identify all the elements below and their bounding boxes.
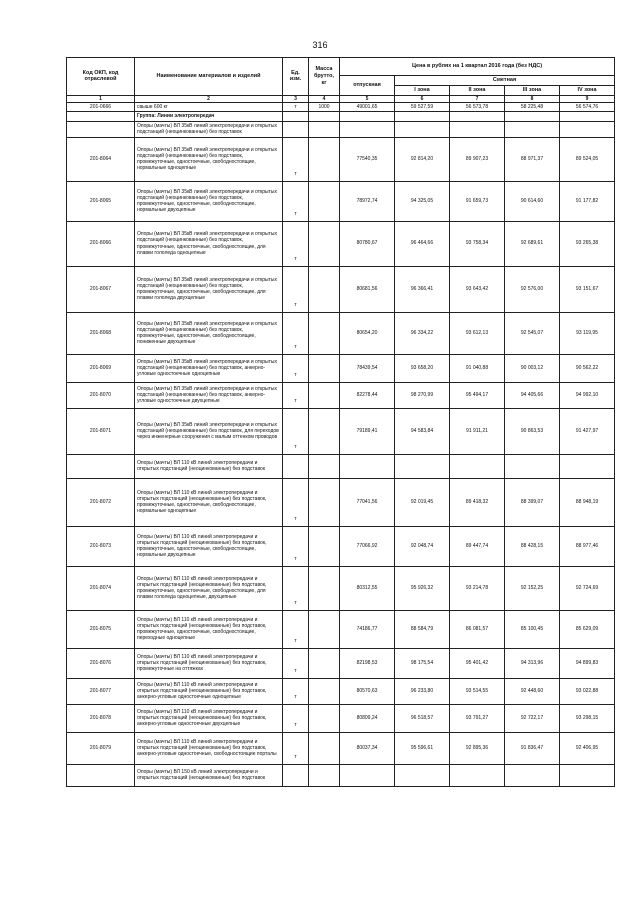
row-price-zone-1: 88 584,79 <box>395 610 450 648</box>
column-index-row <box>67 95 615 102</box>
group-title-row <box>67 112 615 121</box>
row-mass <box>309 648 340 678</box>
row-price-otpusknaya: 74186,77 <box>340 610 395 648</box>
row-unit <box>283 764 309 786</box>
row-unit: т <box>283 221 309 266</box>
row-name: Опоры (мачты) ВЛ 35кВ линий электропередачи и открытых подстанций (неоцинкованные) без подставок, промежуточные, одностоечные, свободностоящие, пониженные двухцепные <box>135 312 283 354</box>
row-price-otpusknaya: 80681,56 <box>340 266 395 312</box>
row-name: Опоры (мачты) ВЛ 110 кВ линий электропередачи и открытых подстанций (неоцинкованные) без подставок, анкерно-угловые одностоечные, свободностоящие порталы <box>135 732 283 764</box>
row-unit: т <box>283 312 309 354</box>
row-price-otpusknaya: 80654,20 <box>340 312 395 354</box>
row-price-zone-3: 90 614,60 <box>505 181 560 221</box>
header-name: Наименование материалов и изделий <box>135 58 283 96</box>
row-price-otpusknaya: 82198,53 <box>340 648 395 678</box>
table-row <box>67 408 615 454</box>
row-unit: т <box>283 648 309 678</box>
row-price-zone-1: 98 175,54 <box>395 648 450 678</box>
row-unit: т <box>283 478 309 526</box>
row-mass <box>309 610 340 648</box>
table-row <box>67 137 615 181</box>
row-unit: т <box>283 382 309 408</box>
table-row <box>67 610 615 648</box>
row-name: Опоры (мачты) ВЛ 110 кВ линий электропередачи и открытых подстанций (неоцинкованные) без подставок, промежуточные на оттяжках <box>135 648 283 678</box>
header-mass: Масса брутто, кг <box>309 58 340 96</box>
row-name: Опоры (мачты) ВЛ 35кВ линий электропередачи и открытых подстанций (неоцинкованные) без подставок, анкерно-угловые одностоечные одноцепные <box>135 354 283 382</box>
header-price-group: Цена в рублях на 1 квартал 2016 года (без НДС) <box>340 58 615 76</box>
row-price-otpusknaya: 80809,24 <box>340 704 395 732</box>
row-price-zone-2: 91 659,73 <box>450 181 505 221</box>
row-code: 201-8071 <box>67 408 135 454</box>
row-price-otpusknaya: 82278,44 <box>340 382 395 408</box>
table-row <box>67 704 615 732</box>
header-smetnaya: Сметная <box>395 76 615 86</box>
row-price-zone-4 <box>560 764 615 786</box>
row-price-zone-4: 92 406,95 <box>560 732 615 764</box>
row-mass <box>309 137 340 181</box>
row-price-zone-4: 92 724,69 <box>560 566 615 610</box>
row-price-zone-3 <box>505 454 560 478</box>
table-row <box>67 354 615 382</box>
row-mass <box>309 454 340 478</box>
table-header <box>67 58 615 103</box>
row-name: Опоры (мачты) ВЛ 110 кВ линий электропередачи и открытых подстанций (неоцинкованные) без подставок, промежуточные, одностоечные, свободностоящие, нормальные одноцепные <box>135 478 283 526</box>
row-price-zone-3: 92 545,07 <box>505 312 560 354</box>
row-price-zone-3: 94 405,66 <box>505 382 560 408</box>
row-price-zone-1: 96 518,57 <box>395 704 450 732</box>
row-name: Опоры (мачты) ВЛ 110 кВ линий электропередачи и открытых подстанций (неоцинкованные) без подставок, промежуточные, одностоечные, свободностоящие, переходные одноцепные <box>135 610 283 648</box>
table-row <box>67 181 615 221</box>
row-unit: т <box>283 526 309 566</box>
row-code: 201-8070 <box>67 382 135 408</box>
row-price-zone-3: 91 836,47 <box>505 732 560 764</box>
row-price-zone-4: 94 992,10 <box>560 382 615 408</box>
row-unit: т <box>283 181 309 221</box>
row-unit: т <box>283 408 309 454</box>
row-price-zone-4: 90 562,22 <box>560 354 615 382</box>
row-price-otpusknaya: 49001,65 <box>340 103 395 112</box>
row-price-zone-1: 95 596,61 <box>395 732 450 764</box>
row-name: Опоры (мачты) ВЛ 35кВ линий электропередачи и открытых подстанций (неоцинкованные) без подставок, промежуточные, одностоечные, свободностоящие, для плавки гололеда одноцепные <box>135 221 283 266</box>
row-code: 201-8065 <box>67 181 135 221</box>
table-row <box>67 382 615 408</box>
row-price-zone-3: 90 863,53 <box>505 408 560 454</box>
row-price-otpusknaya: 78972,74 <box>340 181 395 221</box>
row-price-zone-1: 92 048,74 <box>395 526 450 566</box>
header-zone-4: IV зона <box>560 85 615 95</box>
row-unit: т <box>283 103 309 112</box>
table-row <box>67 103 615 112</box>
row-price-zone-1: 92 019,45 <box>395 478 450 526</box>
table-row <box>67 764 615 786</box>
row-price-zone-2: 89 418,32 <box>450 478 505 526</box>
row-mass: 1000 <box>309 103 340 112</box>
page-number: 316 <box>312 40 328 50</box>
row-code: 201-8064 <box>67 137 135 181</box>
header-zone-2: II зона <box>450 85 505 95</box>
row-price-otpusknaya: 80780,67 <box>340 221 395 266</box>
row-price-zone-2: 93 214,78 <box>450 566 505 610</box>
row-price-zone-4: 89 524,05 <box>560 137 615 181</box>
row-price-zone-2: 93 514,55 <box>450 678 505 704</box>
row-price-otpusknaya: 80312,55 <box>340 566 395 610</box>
header-zone-1: I зона <box>395 85 450 95</box>
row-name: Опоры (мачты) ВЛ 110 кВ линий электропередачи и открытых подстанций (неоцинкованные) без подставок, анкерно-угловые одностоечные одноцепные <box>135 678 283 704</box>
row-price-zone-4: 91 427,97 <box>560 408 615 454</box>
price-table <box>66 57 615 787</box>
row-price-zone-2: 95 494,17 <box>450 382 505 408</box>
row-price-zone-2: 93 758,34 <box>450 221 505 266</box>
row-price-zone-4: 85 629,09 <box>560 610 615 648</box>
table-row <box>67 221 615 266</box>
row-price-zone-2 <box>450 454 505 478</box>
row-price-zone-1: 96 366,41 <box>395 266 450 312</box>
row-price-zone-1: 59 527,59 <box>395 103 450 112</box>
row-code: 201-8078 <box>67 704 135 732</box>
row-price-zone-2: 89 447,74 <box>450 526 505 566</box>
row-name: Опоры (мачты) ВЛ 110 кВ линий электропередачи и открытых подстанций (неоцинкованные) без подставок, промежуточные, одностоечные, свободностоящие, для плавки гололеда одноцепные, двухцепные <box>135 566 283 610</box>
row-code: 201-8067 <box>67 266 135 312</box>
row-price-zone-3 <box>505 121 560 137</box>
row-price-zone-4: 56 574,76 <box>560 103 615 112</box>
row-price-zone-1 <box>395 121 450 137</box>
column-index: 1 <box>67 95 135 102</box>
row-price-zone-3: 88 399,07 <box>505 478 560 526</box>
row-price-zone-3: 88 971,37 <box>505 137 560 181</box>
table-row <box>67 478 615 526</box>
table-row <box>67 266 615 312</box>
row-name: Опоры (мачты) ВЛ 35кВ линий электропередачи и открытых подстанций (неоцинкованные) без подставок, промежуточные, одностоечные, свободностоящие, нормальные одноцепные <box>135 137 283 181</box>
row-price-zone-4: 88 948,19 <box>560 478 615 526</box>
row-price-zone-1: 95 926,32 <box>395 566 450 610</box>
row-price-zone-2 <box>450 764 505 786</box>
row-name: Опоры (мачты) ВЛ 35кВ линий электропередачи и открытых подстанций (неоцинкованные) без подставок, анкерно-угловые одностоечные двухцепные <box>135 382 283 408</box>
row-unit: т <box>283 354 309 382</box>
row-name: свыше 600 кг <box>135 103 283 112</box>
row-mass <box>309 478 340 526</box>
row-price-zone-2: 92 895,36 <box>450 732 505 764</box>
row-name: Опоры (мачты) ВЛ 110 кВ линий электропередачи и открытых подстанций (неоцинкованные) без подставок, промежуточные, одностоечные, свободностоящие, нормальные двухцепные <box>135 526 283 566</box>
column-index: 3 <box>283 95 309 102</box>
row-mass <box>309 312 340 354</box>
row-name: Опоры (мачты) ВЛ 35кВ линий электропередачи и открытых подстанций (неоцинкованные) без подставок, промежуточные, одностоечные, свободностоящие, нормальные двухцепные <box>135 181 283 221</box>
row-price-otpusknaya: 80570,63 <box>340 678 395 704</box>
row-code: 201-8073 <box>67 526 135 566</box>
row-mass <box>309 382 340 408</box>
row-price-zone-2: 89 907,23 <box>450 137 505 181</box>
row-unit: т <box>283 678 309 704</box>
row-price-zone-4: 88 977,46 <box>560 526 615 566</box>
row-price-zone-3: 90 003,12 <box>505 354 560 382</box>
row-price-otpusknaya: 77066,92 <box>340 526 395 566</box>
row-price-zone-3 <box>505 764 560 786</box>
row-price-zone-1: 96 464,66 <box>395 221 450 266</box>
row-price-zone-2: 93 791,27 <box>450 704 505 732</box>
row-price-zone-2: 91 911,21 <box>450 408 505 454</box>
row-price-zone-2: 86 081,57 <box>450 610 505 648</box>
row-code: 201-8077 <box>67 678 135 704</box>
row-unit <box>283 454 309 478</box>
row-price-zone-2: 93 612,13 <box>450 312 505 354</box>
row-price-otpusknaya: 78439,54 <box>340 354 395 382</box>
column-index: 2 <box>135 95 283 102</box>
row-unit: т <box>283 566 309 610</box>
row-code <box>67 454 135 478</box>
row-price-zone-3: 92 722,17 <box>505 704 560 732</box>
row-name: Опоры (мачты) ВЛ 35кВ линий электропередачи и открытых подстанций (неоцинкованные) без подставок, промежуточные, одностоечные, свободностоящие, для плавки гололеда двухцепные <box>135 266 283 312</box>
row-unit: т <box>283 266 309 312</box>
row-code: 201-8074 <box>67 566 135 610</box>
row-unit <box>283 121 309 137</box>
row-price-zone-1: 98 270,99 <box>395 382 450 408</box>
row-price-zone-3: 94 313,96 <box>505 648 560 678</box>
row-mass <box>309 764 340 786</box>
row-code: 201-8072 <box>67 478 135 526</box>
row-mass <box>309 704 340 732</box>
row-price-zone-2: 95 401,42 <box>450 648 505 678</box>
row-code: 201-8076 <box>67 648 135 678</box>
row-price-zone-3: 92 152,25 <box>505 566 560 610</box>
header-unit: Ед. изм. <box>283 58 309 96</box>
row-price-zone-1: 96 233,80 <box>395 678 450 704</box>
column-index: 7 <box>450 95 505 102</box>
row-price-zone-3: 88 428,15 <box>505 526 560 566</box>
row-unit: т <box>283 704 309 732</box>
row-mass <box>309 221 340 266</box>
column-index: 6 <box>395 95 450 102</box>
row-unit: т <box>283 732 309 764</box>
row-mass <box>309 408 340 454</box>
column-index: 4 <box>309 95 340 102</box>
row-code: 201-8068 <box>67 312 135 354</box>
row-mass <box>309 566 340 610</box>
row-code: 201-8079 <box>67 732 135 764</box>
row-name: Опоры (мачты) ВЛ 110 кВ линий электропередачи и открытых подстанций (неоцинкованные) без подставок <box>135 454 283 478</box>
table-row <box>67 312 615 354</box>
row-price-zone-4: 93 265,38 <box>560 221 615 266</box>
row-name: Опоры (мачты) ВЛ 35кВ линий электропередачи и открытых подстанций (неоцинкованные) без подставок <box>135 121 283 137</box>
row-code: 201-0666 <box>67 103 135 112</box>
table-row <box>67 454 615 478</box>
row-price-zone-1: 94 583,84 <box>395 408 450 454</box>
row-price-zone-3: 92 448,60 <box>505 678 560 704</box>
row-price-otpusknaya: 77540,35 <box>340 137 395 181</box>
row-code <box>67 121 135 137</box>
row-mass <box>309 181 340 221</box>
row-price-zone-2: 91 040,88 <box>450 354 505 382</box>
row-mass <box>309 732 340 764</box>
row-code: 201-8069 <box>67 354 135 382</box>
column-index: 9 <box>560 95 615 102</box>
row-price-otpusknaya <box>340 764 395 786</box>
row-code: 201-8066 <box>67 221 135 266</box>
table-row <box>67 121 615 137</box>
header-code: Код ОКП, код отраслевой <box>67 58 135 96</box>
header-otpusknaya: отпускная <box>340 76 395 96</box>
row-code <box>67 764 135 786</box>
row-price-zone-1: 94 325,05 <box>395 181 450 221</box>
row-code: 201-8075 <box>67 610 135 648</box>
row-mass <box>309 678 340 704</box>
row-name: Опоры (мачты) ВЛ 150 кВ линий электропередачи и открытых подстанций (неоцинкованные) без подставок <box>135 764 283 786</box>
table-row <box>67 526 615 566</box>
row-mass <box>309 266 340 312</box>
column-index: 8 <box>505 95 560 102</box>
header-zone-3: III зона <box>505 85 560 95</box>
row-price-zone-4: 93 298,15 <box>560 704 615 732</box>
row-price-zone-3: 92 576,00 <box>505 266 560 312</box>
column-index: 5 <box>340 95 395 102</box>
row-price-otpusknaya: 77041,56 <box>340 478 395 526</box>
row-price-zone-1: 96 334,22 <box>395 312 450 354</box>
row-mass <box>309 121 340 137</box>
row-price-zone-1: 92 814,20 <box>395 137 450 181</box>
table-row <box>67 566 615 610</box>
row-price-otpusknaya: 80037,34 <box>340 732 395 764</box>
table-row <box>67 732 615 764</box>
row-price-zone-1: 93 658,20 <box>395 354 450 382</box>
row-price-zone-2: 93 643,42 <box>450 266 505 312</box>
row-mass <box>309 526 340 566</box>
row-price-otpusknaya: 79189,41 <box>340 408 395 454</box>
row-price-zone-4 <box>560 454 615 478</box>
row-price-zone-4: 94 899,83 <box>560 648 615 678</box>
row-unit: т <box>283 137 309 181</box>
row-price-zone-4: 93 151,67 <box>560 266 615 312</box>
row-price-zone-2 <box>450 121 505 137</box>
row-name: Опоры (мачты) ВЛ 110 кВ линий электропередачи и открытых подстанций (неоцинкованные) без подставок, анкерно-угловые одностоечные двухцепные <box>135 704 283 732</box>
row-price-zone-3: 85 100,45 <box>505 610 560 648</box>
row-price-zone-4: 93 022,88 <box>560 678 615 704</box>
row-price-zone-4: 93 119,95 <box>560 312 615 354</box>
row-price-zone-3: 92 689,61 <box>505 221 560 266</box>
table-body <box>67 103 615 787</box>
row-price-zone-2: 56 573,78 <box>450 103 505 112</box>
row-price-otpusknaya <box>340 121 395 137</box>
row-unit: т <box>283 610 309 648</box>
group-title: Группа: Линии электропередач <box>135 112 283 121</box>
row-mass <box>309 354 340 382</box>
row-price-zone-1 <box>395 454 450 478</box>
row-price-zone-4 <box>560 121 615 137</box>
row-name: Опоры (мачты) ВЛ 35кВ линий электропередачи и открытых подстанций (неоцинкованные) без подставок, для переходов через инженерные сооружения с малым оттенком проводов <box>135 408 283 454</box>
row-price-otpusknaya <box>340 454 395 478</box>
table-row <box>67 678 615 704</box>
row-price-zone-3: 58 225,48 <box>505 103 560 112</box>
row-price-zone-1 <box>395 764 450 786</box>
row-price-zone-4: 91 177,82 <box>560 181 615 221</box>
table-row <box>67 648 615 678</box>
